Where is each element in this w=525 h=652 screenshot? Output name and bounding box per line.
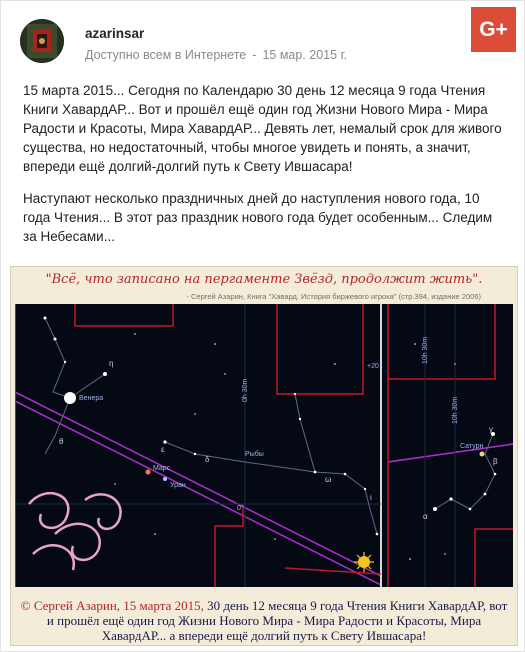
label-eta: η xyxy=(109,359,114,368)
label-ra-10h-b: 10h 30m xyxy=(452,396,459,424)
post-paragraph-1: 15 марта 2015... Сегодня по Календарю 30 день 12 месяца 9 года Чтения Книги ХавардАР... Вот и прошёл ещё один год Жизни Нового Мира - Мира Радости и Красоты, Мира ХавардАР... Девять лет, немалый срок для живого существа, но недостаточный, чтобы многое увидеть и понять, а значит, впереди ещё долгий-долгий путь к Свету Ившасара! xyxy=(23,83,502,174)
post-date[interactable]: 15 мар. 2015 г. xyxy=(262,48,348,62)
google-plus-icon[interactable]: G+ xyxy=(471,7,516,52)
label-iota: ι xyxy=(370,493,372,502)
post-image[interactable] xyxy=(10,266,518,646)
label-alpha: α xyxy=(423,512,428,521)
label-dec-20: +20 xyxy=(367,363,379,370)
post-paragraph-2: Наступают несколько праздничных дней до наступления нового года, 10 года Чтения... В этот раз праздник нового года будет особенным... Следим за Небесами... xyxy=(23,191,493,244)
meta-separator: - xyxy=(252,48,257,62)
image-quote-source: - Сергей Азарин, Книга "Хавард. История биржевого игрока" (стр.394, издание 2006) xyxy=(186,292,481,301)
label-theta: θ xyxy=(59,437,64,446)
label-epsilon: ε xyxy=(161,445,165,454)
visibility-label: Доступно всем в Интернете xyxy=(85,48,247,62)
label-pisces: Рыбы xyxy=(245,451,264,458)
star-map-svg xyxy=(15,304,513,587)
post-meta xyxy=(85,48,347,62)
star-map xyxy=(15,304,513,587)
caption-text: 30 день 12 месяца 9 года Чтения Книги ХавардАР, вот и прошёл ещё один год Жизни Нового Мира - Мира Радости и Красоты, Мира ХавардАР... а впереди ещё долгий путь к Свету Ившасара! xyxy=(46,598,508,643)
label-ra-0h: 0h 30m xyxy=(242,378,249,402)
label-saturn: Сатурн xyxy=(460,443,484,450)
caption-prefix: © Сергей Азарин, 15 марта 2015, xyxy=(20,598,204,613)
image-quote: "Всё, что записано на пергаменте Звёзд, продолжит жить". xyxy=(45,272,483,287)
label-mars: Марс xyxy=(153,465,171,472)
avatar-image xyxy=(20,19,64,63)
label-omega: ω xyxy=(325,475,332,484)
label-venus: Венера xyxy=(79,395,104,402)
post-body xyxy=(23,81,503,259)
label-gamma: γ xyxy=(489,425,493,434)
label-uranus: Уран xyxy=(170,482,186,489)
label-delta: δ xyxy=(205,455,210,464)
image-caption xyxy=(17,598,511,643)
author-name[interactable]: azarinsar xyxy=(85,26,145,41)
label-dec-0: 0° xyxy=(237,505,244,512)
label-ra-10h-a: 10h 30m xyxy=(422,336,429,364)
avatar[interactable] xyxy=(20,19,64,63)
label-beta: β xyxy=(493,457,498,466)
